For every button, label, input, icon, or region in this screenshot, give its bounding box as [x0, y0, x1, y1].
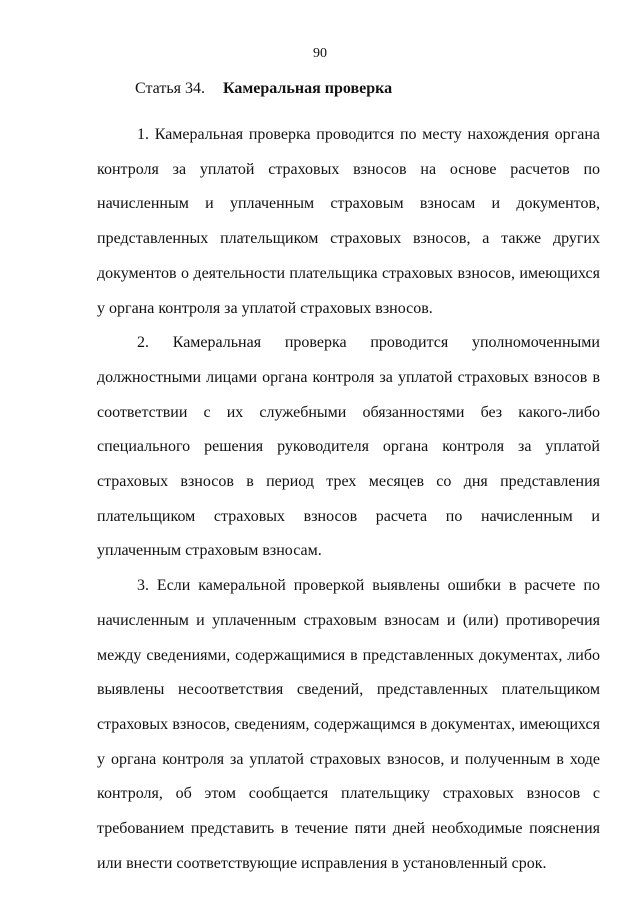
paragraph-1: 1. Камеральная проверка проводится по месту нахождения органа контроля за уплатой страховых взносов на основе расчетов по начисленным и уплаченным страховым взносам и документов, представленных плательщиком страховых взносов, а также других документов о деятельности плательщика страховых взносов, имеющихся у органа контроля за уплатой страховых взносов. — [97, 126, 600, 317]
paragraph-3: 3. Если камеральной проверкой выявлены ошибки в расчете по начисленным и уплаченным страховым взносам и (или) противоречия между сведениями, содержащимися в представленных документах, либо выявлены несоответствия сведений, представленных плательщиком страховых взносов, сведениям, содержащимся в документах, имеющихся у органа контроля за уплатой страховых взносов, и полученным в ходе контроля, об этом сообщается плательщику страховых взносов с требованием представить в течение пяти дней необходимые пояснения или внести соответствующие исправления в установленный срок. — [97, 577, 600, 872]
article-body — [97, 118, 600, 881]
page-number: 90 — [313, 46, 327, 61]
paragraph-2: 2. Камеральная проверка проводится уполномоченными должностными лицами органа контроля за уплатой страховых взносов в соответствии с их служебными обязанностями без какого-либо специального решения руководителя органа контроля за уплатой страховых взносов в период трех месяцев со дня представления плательщиком страховых взносов расчета по начисленным и уплаченным страховым взносам. — [97, 334, 600, 560]
article-number: Статья 34. — [135, 80, 205, 97]
article-heading — [135, 80, 392, 98]
article-title: Камеральная проверка — [222, 80, 393, 97]
